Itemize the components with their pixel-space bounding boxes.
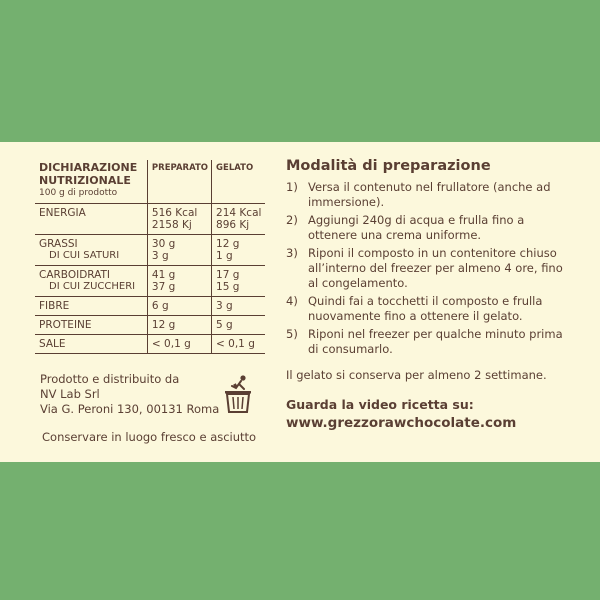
value: 12 g xyxy=(216,238,240,250)
list-item xyxy=(286,246,566,291)
value: < 0,1 g xyxy=(216,338,255,350)
list-item xyxy=(286,294,566,324)
step-number: 1) xyxy=(286,180,298,194)
value: 15 g xyxy=(216,281,240,293)
step-text: Riponi nel freezer per qualche minuto prima di consumarlo. xyxy=(308,327,563,356)
value: 214 Kcal xyxy=(216,207,262,219)
col-header-gelato: GELATO xyxy=(216,163,254,173)
row-label: SALE xyxy=(39,338,66,350)
nutrition-title-line2: NUTRIZIONALE xyxy=(39,174,131,187)
step-text: Versa il contenuto nel frullatore (anche ad immersione). xyxy=(308,180,551,209)
value: 5 g xyxy=(216,319,233,331)
value: 3 g xyxy=(216,300,233,312)
step-number: 2) xyxy=(286,213,298,227)
list-item xyxy=(286,327,566,357)
table-row-carboidrati xyxy=(35,266,265,297)
nutrition-table xyxy=(35,160,265,354)
value: 516 Kcal xyxy=(151,207,198,219)
step-number: 5) xyxy=(286,327,298,341)
table-row-sale xyxy=(35,335,265,354)
step-text: Riponi il composto in un contenitore chiuso all’interno del freezer per almeno 4 ore, fino al congelamento. xyxy=(308,246,563,290)
producer-line2: NV Lab Srl xyxy=(40,387,100,401)
step-text: Quindi fai a tocchetti il composto e frulla nuovamente fino a ottenere il gelato. xyxy=(308,294,543,323)
list-item xyxy=(286,180,566,210)
list-item xyxy=(286,213,566,243)
value: < 0,1 g xyxy=(151,338,191,350)
value: 3 g xyxy=(151,250,169,262)
col-header-preparato: PREPARATO xyxy=(151,163,209,173)
row-sublabel: DI CUI ZUCCHERI xyxy=(49,281,136,292)
preparation-steps xyxy=(286,180,566,357)
table-row-grassi xyxy=(35,235,265,266)
value: 17 g xyxy=(216,269,240,281)
step-number: 4) xyxy=(286,294,298,308)
table-row-energia xyxy=(35,204,265,235)
table-row-fibre xyxy=(35,297,265,316)
value: 12 g xyxy=(151,319,176,331)
nutrition-header-row xyxy=(35,160,265,204)
nutrition-title-line1: DICHIARAZIONE xyxy=(39,161,138,174)
producer-info xyxy=(40,372,219,417)
nutrition-subtitle: 100 g di prodotto xyxy=(39,188,118,198)
preparation-section xyxy=(286,158,566,431)
video-label: Guarda la video ricetta su: xyxy=(286,397,474,412)
row-label: CARBOIDRATI xyxy=(39,269,111,281)
value: 1 g xyxy=(216,250,233,262)
row-label: GRASSI xyxy=(39,238,78,250)
row-label: ENERGIA xyxy=(39,207,86,219)
step-text: Aggiungi 240g di acqua e frulla fino a ottenere una crema uniforme. xyxy=(308,213,525,242)
row-label: FIBRE xyxy=(39,300,70,312)
video-url: www.grezzorawchocolate.com xyxy=(286,415,517,431)
row-sublabel: DI CUI SATURI xyxy=(49,250,120,261)
value: 41 g xyxy=(151,269,176,281)
keep-note: Il gelato si conserva per almeno 2 settimane. xyxy=(286,368,547,382)
table-row-proteine xyxy=(35,316,265,335)
value: 2158 Kj xyxy=(151,219,192,231)
step-number: 3) xyxy=(286,246,298,260)
trash-bin-icon xyxy=(222,374,254,414)
producer-line1: Prodotto e distribuito da xyxy=(40,372,180,386)
storage-note: Conservare in luogo fresco e asciutto xyxy=(42,430,257,444)
preparation-title: Modalità di preparazione xyxy=(286,158,491,174)
value: 30 g xyxy=(151,238,176,250)
value: 6 g xyxy=(151,300,169,312)
value: 37 g xyxy=(151,281,176,293)
row-label: PROTEINE xyxy=(39,319,92,331)
value: 896 Kj xyxy=(216,219,250,231)
producer-line3: Via G. Peroni 130, 00131 Roma xyxy=(40,402,220,416)
